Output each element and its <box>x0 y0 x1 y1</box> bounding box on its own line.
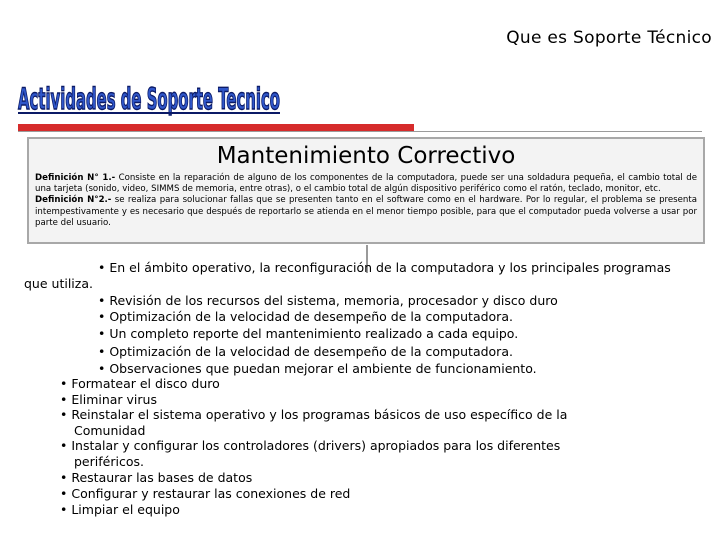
list-item: • Optimización de la velocidad de desempeño de la computadora. <box>98 309 513 324</box>
intro-line: • En el ámbito operativo, la reconfiguración de la computadora y los principales programas <box>98 260 671 275</box>
page-title: Que es Soporte Técnico <box>506 28 712 48</box>
list-item: • Configurar y restaurar las conexiones de red <box>60 486 351 501</box>
list-item: • Revisión de los recursos del sistema, memoria, procesador y disco duro <box>98 293 558 308</box>
definition-2-label: Definición N°2.- <box>35 195 112 206</box>
list-item: • Instalar y configurar los controladores (drivers) apropiados para los diferentes <box>60 438 561 453</box>
list-item: • Optimización de la velocidad de desempeño de la computadora. <box>98 344 513 359</box>
list-item: • Limpiar el equipo <box>60 502 180 517</box>
list-item-continued: periféricos. <box>74 454 144 469</box>
list-item: • Eliminar virus <box>60 392 157 407</box>
wordart-logo-text: Actividades de Soporte Tecnico <box>18 82 280 116</box>
list-item-continued: Comunidad <box>74 423 146 438</box>
list-item: • Restaurar las bases de datos <box>60 470 253 485</box>
list-item: • Reinstalar el sistema operativo y los programas básicos de uso específico de la <box>60 407 568 422</box>
definition-1-label: Definición N° 1.- <box>35 173 116 183</box>
list-item: • Un completo reporte del mantenimiento realizado a cada equipo. <box>98 326 519 341</box>
list-item: • Observaciones que puedan mejorar el ambiente de funcionamiento. <box>98 361 537 376</box>
definition-box-title: Mantenimiento Correctivo <box>216 143 516 169</box>
list-item: • Formatear el disco duro <box>60 376 220 391</box>
definition-2-text: se realiza para solucionar fallas que se presenten tanto en el software como en el hardware. Por lo regular, el problema se presenta intempestivamente y es necesario que después de reportarlo se atienda en el menor tiempo posible, para que el computador pueda volverse a usar por parte del usuario. <box>35 195 697 228</box>
intro-line-continued: que utiliza. <box>24 276 93 291</box>
definition-1-text: Consiste en la reparación de alguno de los componentes de la computadora, puede ser una soldadura pequeña, el cambio total de una tarjeta (sonido, video, SIMMS de memoria, entre otras), o el cambio total de algún dispositivo periférico como el ratón, teclado, monitor, etc. <box>35 173 697 195</box>
